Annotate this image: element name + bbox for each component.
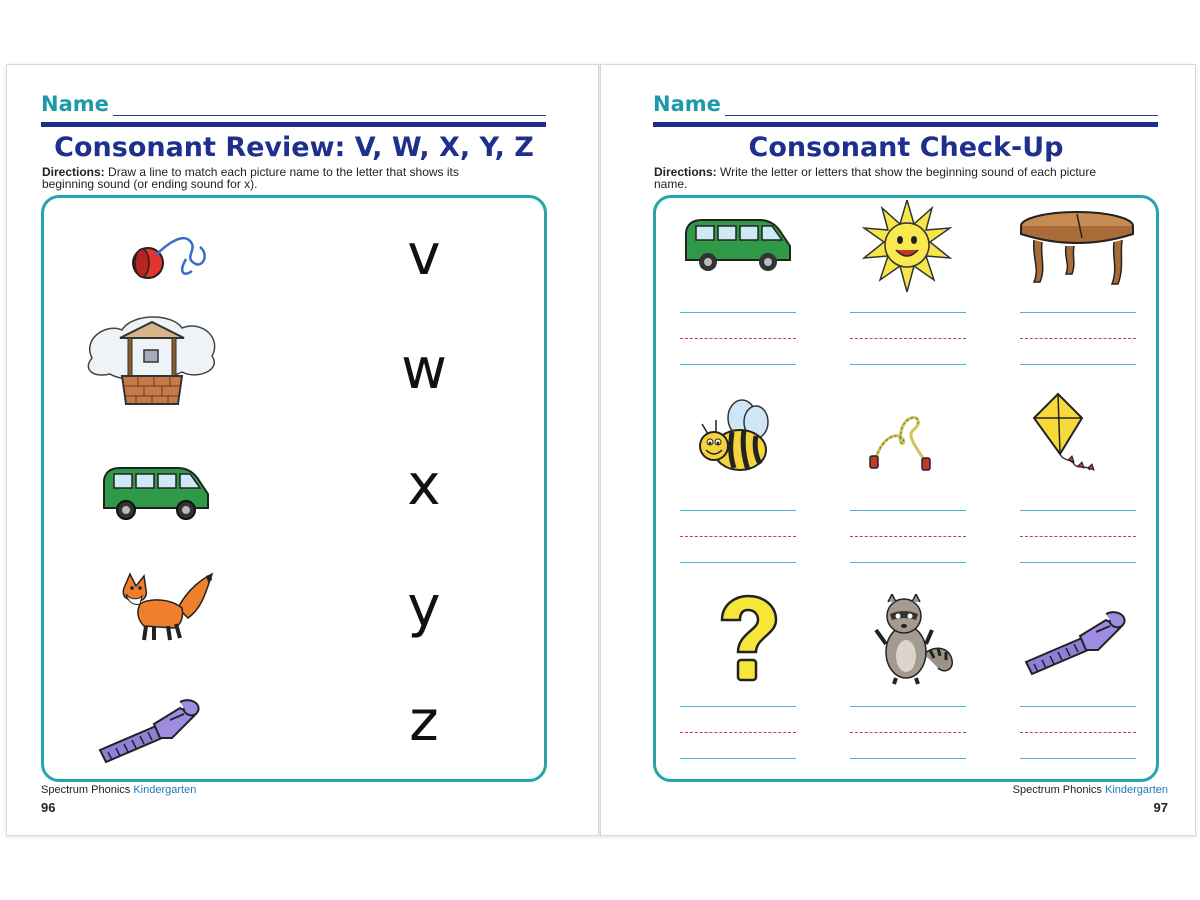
well-picture bbox=[82, 308, 222, 408]
directions-text: Write the letter or letters that show the beginning sound of each picture name. bbox=[654, 165, 1097, 191]
fox-picture bbox=[118, 568, 214, 644]
page-title: Consonant Review: V, W, X, Y, Z bbox=[54, 132, 534, 163]
directions-text: Draw a line to match each picture name to the letter that shows its beginning sound (or ending sound for x). bbox=[42, 165, 459, 191]
footer-series-name: Spectrum Phonics bbox=[41, 784, 131, 796]
table-picture bbox=[1018, 208, 1136, 288]
name-field[interactable] bbox=[653, 92, 1158, 122]
directions-label: Directions: bbox=[42, 165, 105, 179]
zipper-picture bbox=[1022, 610, 1132, 680]
footer-series bbox=[41, 784, 196, 796]
answer-lines-van[interactable] bbox=[680, 312, 796, 368]
footer-grade: Kindergarten bbox=[133, 784, 197, 796]
name-field[interactable] bbox=[41, 92, 546, 122]
question-mark-picture bbox=[712, 594, 782, 686]
name-write-line[interactable] bbox=[113, 115, 546, 116]
page-title: Consonant Check-Up bbox=[748, 132, 1064, 163]
name-write-line[interactable] bbox=[725, 115, 1158, 116]
letter-w: w bbox=[401, 337, 447, 402]
check-up-panel bbox=[653, 195, 1159, 782]
answer-lines-zipper[interactable] bbox=[1020, 706, 1136, 762]
bee-picture bbox=[696, 398, 776, 480]
matching-panel bbox=[41, 195, 547, 782]
answer-lines-question-mark[interactable] bbox=[680, 706, 796, 762]
letter-y: y bbox=[407, 575, 441, 640]
left-page bbox=[38, 64, 558, 836]
directions bbox=[654, 166, 1124, 190]
answer-lines-table[interactable] bbox=[1020, 312, 1136, 368]
answer-lines-sun[interactable] bbox=[850, 312, 966, 368]
sun-picture bbox=[862, 200, 952, 292]
letter-z: z bbox=[409, 689, 439, 754]
page-number: 97 bbox=[1153, 800, 1168, 815]
footer-grade: Kindergarten bbox=[1105, 784, 1168, 796]
right-page bbox=[650, 64, 1170, 836]
footer-series bbox=[1013, 784, 1168, 796]
directions bbox=[42, 166, 512, 190]
zipper-picture bbox=[96, 698, 206, 768]
raccoon-picture bbox=[866, 594, 956, 686]
header-rule bbox=[653, 122, 1158, 127]
name-label: Name bbox=[41, 92, 109, 116]
footer-series-name: Spectrum Phonics bbox=[1012, 784, 1102, 796]
van-picture bbox=[100, 460, 212, 524]
kite-picture bbox=[1030, 392, 1110, 482]
book-gutter bbox=[598, 64, 601, 836]
page-number: 96 bbox=[41, 800, 56, 815]
yoyo-picture bbox=[128, 233, 218, 283]
header-rule bbox=[41, 122, 546, 127]
answer-lines-jump-rope[interactable] bbox=[850, 510, 966, 566]
answer-lines-kite[interactable] bbox=[1020, 510, 1136, 566]
letter-x: x bbox=[407, 453, 441, 518]
van-picture bbox=[682, 212, 794, 276]
letter-v: v bbox=[407, 223, 441, 288]
answer-lines-bee[interactable] bbox=[680, 510, 796, 566]
name-label: Name bbox=[653, 92, 721, 116]
answer-lines-raccoon[interactable] bbox=[850, 706, 966, 762]
directions-label: Directions: bbox=[654, 165, 717, 179]
jump-rope-picture bbox=[866, 408, 936, 472]
